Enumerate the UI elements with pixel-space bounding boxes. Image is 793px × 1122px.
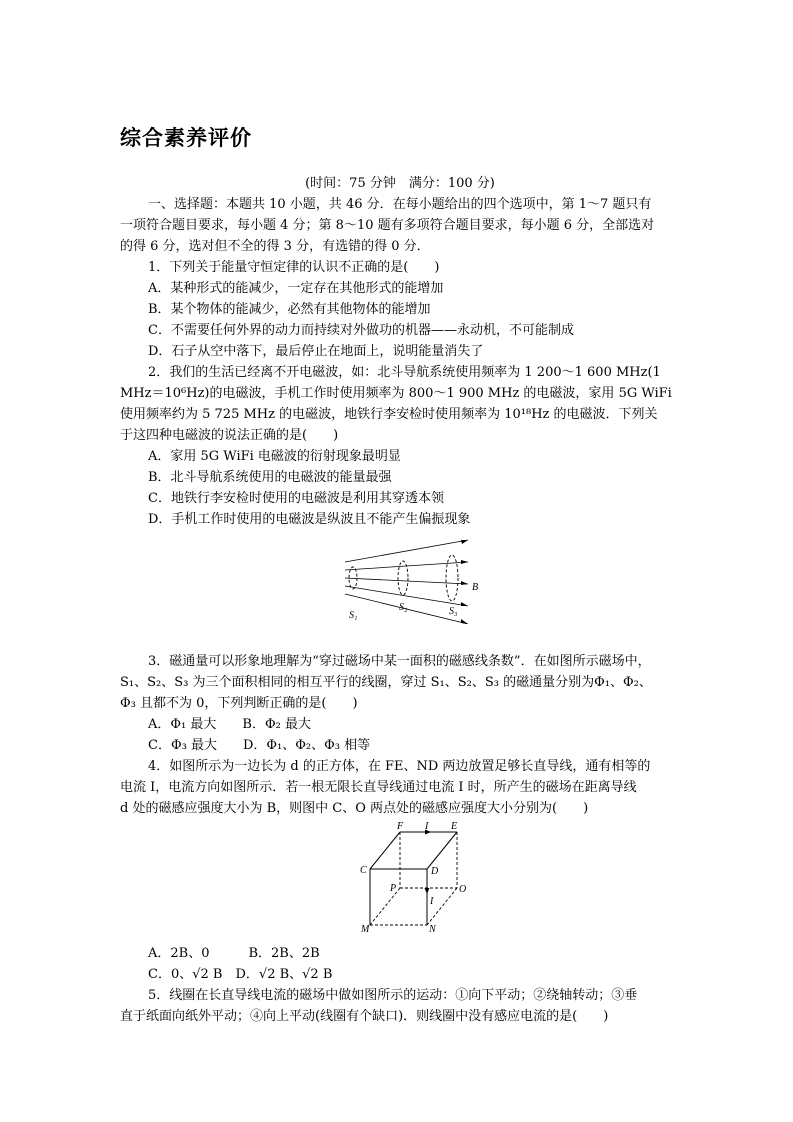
field-line xyxy=(345,578,468,584)
label-s2: S₂ xyxy=(399,602,408,613)
q2-option-a: A．家用 5G WiFi 电磁波的衍射现象最明显 xyxy=(148,449,401,464)
arrow-head xyxy=(461,602,468,606)
q3-stem-1: 3．磁通量可以形象地理解为“穿过磁场中某一面积的磁感线条数”．在如图所示磁场中， xyxy=(148,654,651,669)
label-d: D xyxy=(431,866,439,877)
label-o: O xyxy=(459,884,467,895)
arrow-head xyxy=(461,581,468,585)
q5-stem-2: 直于纸面向纸外平动；④向上平动(线圈有个缺口)．则线圈中没有感应电流的是( ) xyxy=(120,1009,609,1024)
q3-options-ab: A．Φ₁ 最大 B．Φ₂ 最大 xyxy=(148,717,311,732)
q1-option-d: D．石子从空中落下，最后停止在地面上，说明能量消失了 xyxy=(148,344,484,359)
label-s3: S₃ xyxy=(449,606,458,617)
q3-options-cd: C．Φ₃ 最大 D．Φ₁、Φ₂、Φ₃ 相等 xyxy=(148,738,371,753)
q4-option-c: C．0、√2 B xyxy=(148,967,223,982)
label-i-mid: I xyxy=(430,896,434,907)
q4-stem-3: d 处的磁感应强度大小为 B，则图中 C、O 两点处的磁感应强度大小分别为( ) xyxy=(120,801,589,816)
label-n: N xyxy=(429,924,436,934)
q4-stem-2: 电流 I，电流方向如图所示．若一根无限长直导线通过电流 I 时，所产生的磁场在距离导线 xyxy=(120,780,637,795)
q4-options-cd xyxy=(148,967,708,983)
q1-option-b: B．某个物体的能减少，必然有其他物体的能增加 xyxy=(148,302,431,317)
cube-figure xyxy=(355,822,475,934)
label-f: F xyxy=(397,822,404,832)
current-arrow-nd xyxy=(425,888,430,894)
section-instructions-2: 一项符合题目要求，每小题 4 分；第 8～10 题有多项符合题目要求，每小题 6 分，全部选对 xyxy=(120,218,655,233)
q1-option-c: C．不需要任何外界的动力而持续对外做功的机器——永动机，不可能制成 xyxy=(148,323,574,338)
edge-de xyxy=(427,832,457,869)
coil-s3 xyxy=(446,555,458,601)
field-line xyxy=(345,540,468,562)
q2-stem-1: 2．我们的生活已经离不开电磁波，如：北斗导航系统使用频率为 1 200～1 600 MHz(1 xyxy=(148,365,661,380)
q2-stem-4: 于这四种电磁波的说法正确的是( ) xyxy=(120,428,339,443)
label-s1: S₁ xyxy=(349,610,358,621)
q4-stem-1: 4．如图所示为一边长为 d 的正方体，在 FE、ND 两边放置足够长直导线，通有相等的 xyxy=(148,759,651,774)
label-p: P xyxy=(390,883,397,894)
arrow-head xyxy=(461,560,468,564)
arrow-head xyxy=(461,540,468,544)
section-instructions-1: 一、选择题：本题共 10 小题，共 46 分．在每小题给出的四个选项中，第 1～7 题只有 xyxy=(148,197,652,212)
q2-stem-3: 使用频率约为 5 725 MHz 的电磁波，地铁行李安检时使用频率为 10¹⁸Hz 的电磁波．下列关 xyxy=(120,407,658,422)
page-title: 综合素养评价 xyxy=(120,126,252,150)
label-b: B xyxy=(472,582,479,593)
arrow-head xyxy=(461,619,468,624)
label-m: M xyxy=(361,924,370,934)
q1-option-a: A．某种形式的能减少，一定存在其他形式的能增加 xyxy=(148,281,444,296)
edge-cf xyxy=(370,832,400,869)
q2-option-c: C．地铁行李安检时使用的电磁波是利用其穿透本领 xyxy=(148,491,444,506)
exam-meta: (时间：75 分钟 满分：100 分) xyxy=(305,176,495,191)
label-c: C xyxy=(360,865,367,876)
q2-option-b: B．北斗导航系统使用的电磁波的能量最强 xyxy=(148,470,392,485)
q3-stem-2: S₁、S₂、S₃ 为三个面积相同的相互平行的线圈，穿过 S₁、S₂、S₃ 的磁通量分别为Φ₁、Φ₂、 xyxy=(120,675,652,690)
label-i-top: I xyxy=(425,822,429,832)
q3-stem-3: Φ₃ 且都不为 0，下列判断正确的是( ) xyxy=(120,696,358,711)
q1-stem: 1．下列关于能量守恒定律的认识不正确的是( ) xyxy=(148,260,440,275)
q4-option-d: D．√2 B、√2 B xyxy=(235,967,333,982)
magnetic-field-figure xyxy=(335,534,485,624)
q5-stem-1: 5．线圈在长直导线电流的磁场中做如图所示的运动：①向下平动；②绕轴转动；③垂 xyxy=(148,988,638,1003)
q4-options-ab: A．2B、0 B．2B、2B xyxy=(148,946,320,961)
section-instructions-3: 的得 6 分，选对但不全的得 3 分，有选错的得 0 分． xyxy=(120,239,430,254)
label-e: E xyxy=(451,822,458,832)
q2-option-d: D．手机工作时使用的电磁波是纵波且不能产生偏振现象 xyxy=(148,512,471,527)
q2-stem-2: MHz＝10⁶Hz)的电磁波，手机工作时使用频率为 800～1 900 MHz 的电磁波，家用 5G WiFi xyxy=(120,386,672,401)
